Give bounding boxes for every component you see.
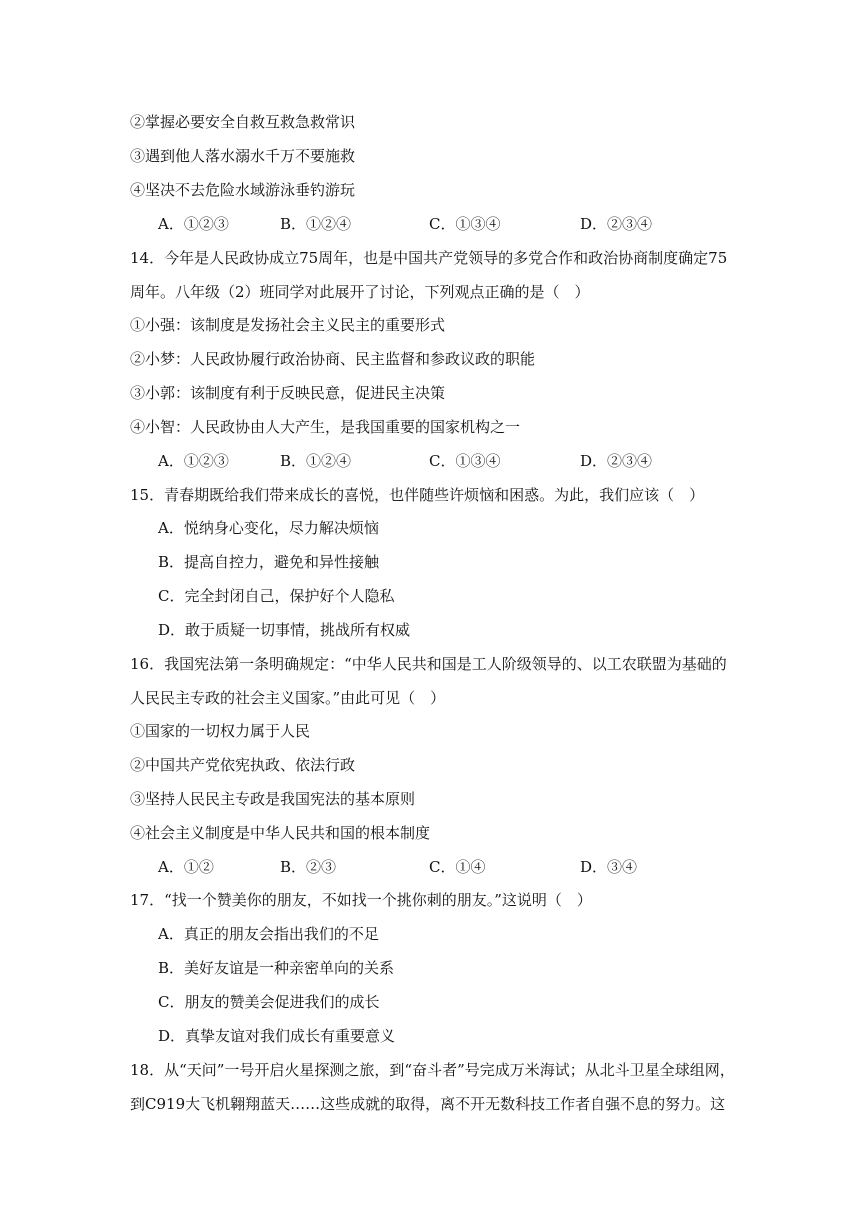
q16-item-4: ④社会主义制度是中华人民共和国的根本制度 [130, 824, 431, 842]
q14-item-2: ②小梦：人民政协履行政治协商、民主监督和参政议政的职能 [130, 350, 536, 368]
q13-option-c: C．①③④ [429, 215, 501, 233]
q15-option-b: B．提高自控力，避免和异性接触 [158, 553, 380, 571]
q16-item-1: ①国家的一切权力属于人民 [130, 722, 311, 740]
q13-item-4: ④坚决不去危险水域游泳垂钓游玩 [130, 181, 356, 199]
q13-option-a: A．①②③ [158, 215, 229, 233]
q16-item-3: ③坚持人民民主专政是我国宪法的基本原则 [130, 790, 416, 808]
q18-stem-line1: 18．从“天问”一号开启火星探测之旅，到“奋斗者”号完成万米海试；从北斗卫星全球组网， [130, 1061, 735, 1079]
q16-option-d: D．③④ [580, 858, 638, 876]
q15-option-d: D．敢于质疑一切事情，挑战所有权威 [158, 621, 411, 639]
q13-item-2: ②掌握必要安全自救互救急救常识 [130, 113, 356, 131]
q16-option-c: C．①④ [429, 858, 486, 876]
q17-option-b: B．美好友谊是一种亲密单向的关系 [158, 959, 395, 977]
q14-option-d: D．②③④ [580, 452, 653, 470]
q13-option-b: B．①②④ [280, 215, 352, 233]
q14-option-b: B．①②④ [280, 452, 352, 470]
q14-item-1: ①小强：该制度是发扬社会主义民主的重要形式 [130, 316, 446, 334]
q14-item-3: ③小郭：该制度有利于反映民意，促进民主决策 [130, 384, 446, 402]
q16-stem-line1: 16．我国宪法第一条明确规定：“中华人民共和国是工人阶级领导的、以工农联盟为基础的 [130, 655, 727, 673]
q16-option-a: A．①② [158, 858, 214, 876]
q15-option-a: A．悦纳身心变化，尽力解决烦恼 [158, 519, 379, 537]
q13-item-3: ③遇到他人落水溺水千万不要施救 [130, 147, 356, 165]
q14-item-4: ④小智：人民政协由人大产生，是我国重要的国家机构之一 [130, 418, 521, 436]
q17-option-c: C．朋友的赞美会促进我们的成长 [158, 993, 380, 1011]
q15-option-c: C．完全封闭自己，保护好个人隐私 [158, 587, 395, 605]
q14-stem-line1: 14．今年是人民政协成立75周年，也是中国共产党领导的多党合作和政治协商制度确定75 [130, 249, 728, 267]
q18-stem-line2: 到C919大飞机翱翔蓝天……这些成就的取得，离不开无数科技工作者自强不息的努力。这 [130, 1095, 726, 1113]
q14-option-a: A．①②③ [158, 452, 229, 470]
q16-option-b: B．②③ [280, 858, 337, 876]
q15-stem: 15．青春期既给我们带来成长的喜悦，也伴随些许烦恼和困惑。为此，我们应该（ ） [130, 486, 705, 504]
q16-item-2: ②中国共产党依宪执政、依法行政 [130, 756, 356, 774]
q17-option-d: D．真挚友谊对我们成长有重要意义 [158, 1027, 396, 1045]
q17-option-a: A．真正的朋友会指出我们的不足 [158, 925, 379, 943]
q14-option-c: C．①③④ [429, 452, 501, 470]
q16-stem-line2: 人民民主专政的社会主义国家。”由此可见（ ） [130, 689, 446, 707]
q14-stem-line2: 周年。八年级（2）班同学对此展开了讨论，下列观点正确的是（ ） [130, 283, 590, 301]
q13-option-d: D．②③④ [580, 215, 653, 233]
q17-stem: 17．“找一个赞美你的朋友，不如找一个挑你刺的朋友。”这说明（ ） [130, 891, 592, 909]
